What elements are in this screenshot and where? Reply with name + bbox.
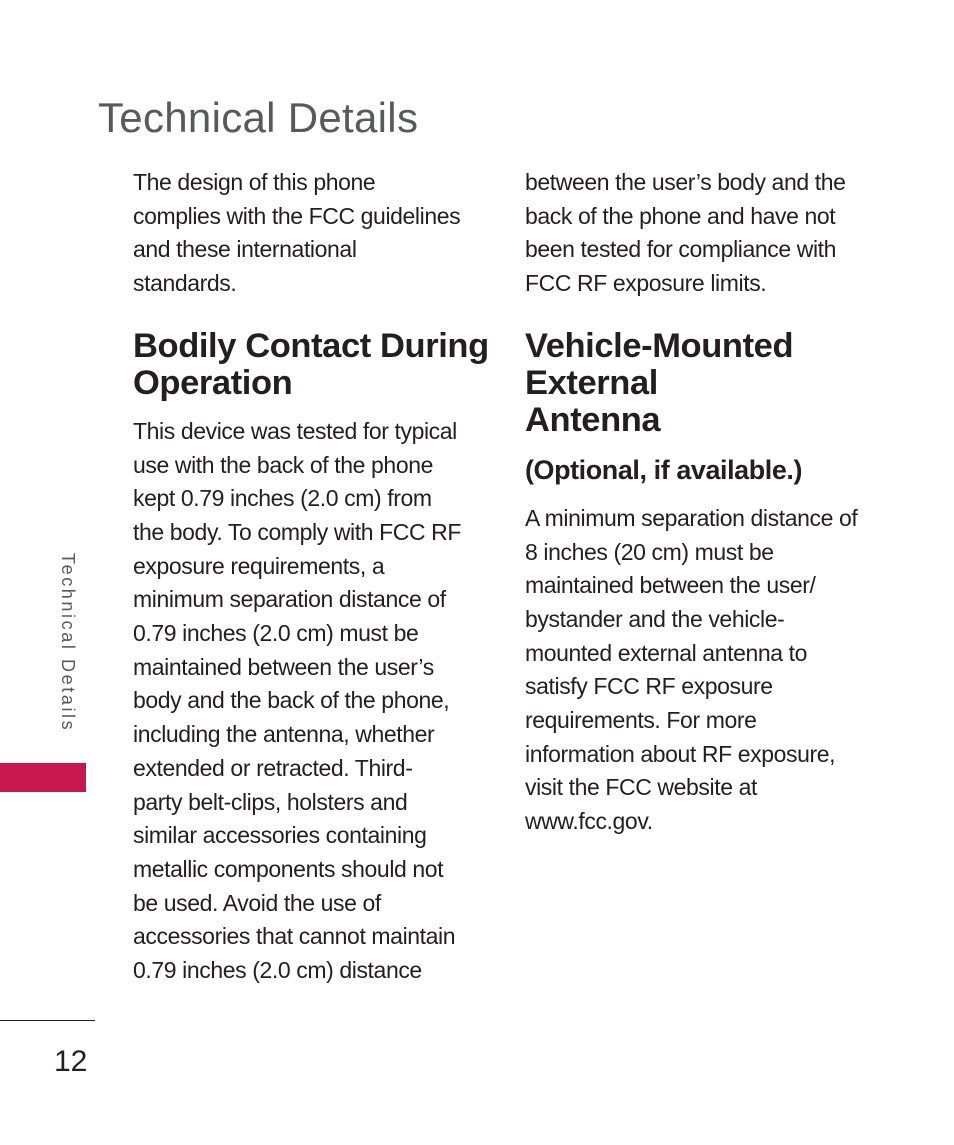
page-number: 12	[54, 1045, 88, 1078]
right-column	[525, 166, 887, 839]
section-heading-bodily-contact: Bodily Contact During Operation	[133, 326, 489, 402]
side-tab-label: Technical Details	[58, 553, 78, 733]
section-subheading-optional: (Optional, if available.)	[525, 454, 803, 485]
continuation-paragraph: between the user’s body and the back of the phone and have not been tested for compliance with FCC RF exposure limits.	[525, 169, 846, 297]
page-title: Technical Details	[98, 94, 419, 142]
intro-paragraph: The design of this phone complies with the FCC guidelines and these international standards.	[133, 169, 461, 297]
vehicle-antenna-paragraph: A minimum separation distance of 8 inches (20 cm) must be maintained between the user/ bystander and the vehicle- mounted external antenna to satisfy FCC RF exposure requirements. For more information about RF exposure, visit the FCC website at www.fcc.gov.	[525, 504, 858, 835]
bodily-contact-paragraph: This device was tested for typical use with the back of the phone kept 0.79 inches (2.0 cm) from the body. To comply with FCC RF exposure requirements, a minimum separation distance of 0.79 inches (2.0 cm) must be maintained between the user’s body and the back of the phone, including the antenna, whether extended or retracted. Third- party belt-clips, holsters and similar accessories containing metallic components should not be used. Avoid the use of accessories that cannot maintain 0.79 inches (2.0 cm) distance	[133, 417, 462, 984]
left-column	[133, 166, 489, 988]
footer-divider	[0, 1020, 95, 1021]
section-heading-vehicle-antenna: Vehicle-Mounted External Antenna	[525, 326, 794, 439]
side-tab-marker	[0, 763, 86, 792]
